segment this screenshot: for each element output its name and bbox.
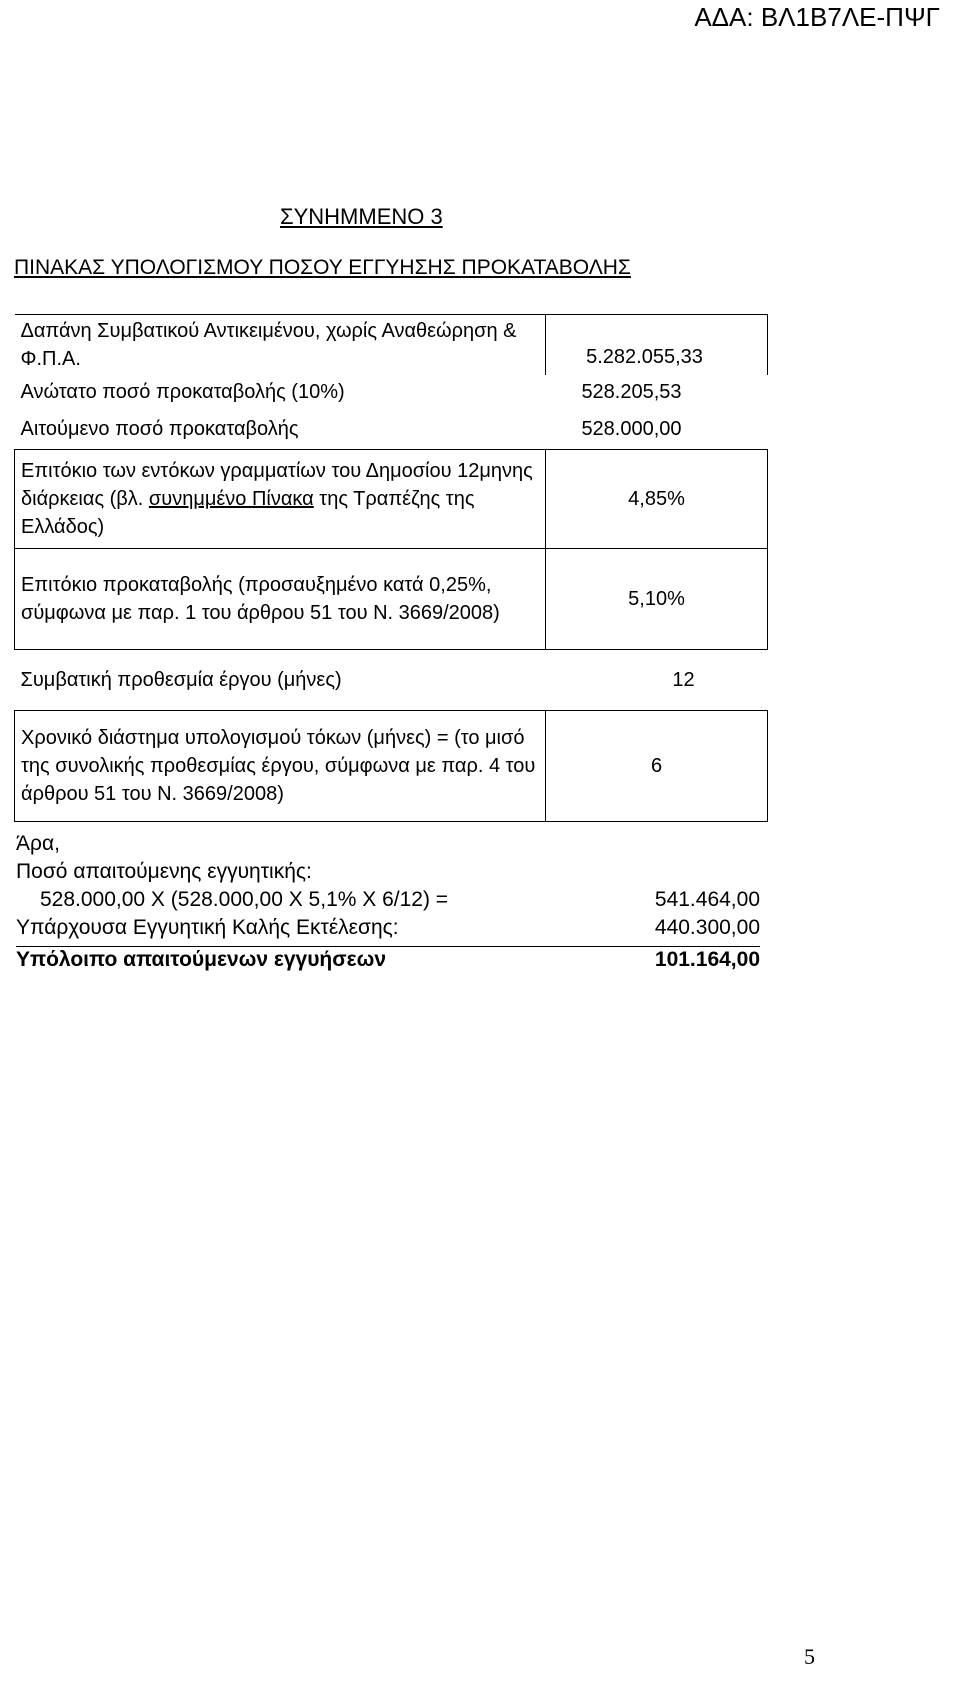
row-value: 5,10% [546, 549, 768, 650]
row-label: Χρονικό διάστημα υπολογισμού τόκων (μήνες) = (το μισό της συνολικής προθεσμίας έργου, σύμφωνα με παρ. 4 του άρθρου 51 του Ν. 3669/2008) [15, 711, 546, 822]
summary-divider [16, 946, 760, 947]
row-value: 528.205,53 [581, 381, 682, 403]
annex-title: ΣΥΝΗΜΜΕΝΟ 3 [280, 204, 443, 229]
row-value: 6 [546, 711, 768, 822]
summary-required-label: Ποσό απαιτούμενης εγγυητικής: [16, 860, 312, 883]
row-label-part: Επιτόκιο των εντόκων γραμματίων του Δημοσίου 12μηνης διάρκειας (βλ. [21, 460, 533, 510]
row-value: 5.282.055,33 [546, 315, 768, 376]
table-row [15, 450, 768, 549]
summary-ara: Άρα, [16, 832, 60, 855]
summary-existing-value: 440.300,00 [654, 916, 760, 939]
row-value: 528.000,00 [581, 418, 682, 440]
calculation-table [14, 314, 768, 822]
row-label: Δαπάνη Συμβατικού Αντικειμένου, χωρίς Αναθεώρηση & Φ.Π.Α. [15, 315, 546, 376]
ada-code: ΑΔΑ: ΒΛ1Β7ΛΕ-ΠΨΓ [694, 2, 940, 32]
row-value: 12 [546, 650, 768, 711]
row-value: 4,85% [546, 450, 768, 549]
row-label-part: της Τραπέζης της Ελλάδος) [21, 488, 475, 538]
summary-formula-value: 541.464,00 [654, 888, 760, 911]
table-row [15, 711, 768, 822]
row-label: Επιτόκιο προκαταβολής (προσαυξημένο κατά 0,25%, σύμφωνα με παρ. 1 του άρθρου 51 του Ν. 3669/2008) [15, 549, 546, 650]
table-row [15, 409, 768, 450]
row-label: Συμβατική προθεσμία έργου (μήνες) [15, 650, 546, 711]
table-row [15, 375, 768, 409]
attached-table-link[interactable]: συνημμένο Πίνακα [148, 488, 314, 510]
table-row [15, 315, 768, 376]
summary-formula: 528.000,00 Χ (528.000,00 Χ 5,1% Χ 6/12) = [40, 888, 449, 911]
table-row [15, 549, 768, 650]
summary-existing-label: Υπάρχουσα Εγγυητική Καλής Εκτέλεσης: [16, 916, 399, 939]
summary-remaining-value: 101.164,00 [654, 948, 760, 971]
table-title: ΠΙΝΑΚΑΣ ΥΠΟΛΟΓΙΣΜΟΥ ΠΟΣΟΥ ΕΓΓΥΗΣΗΣ ΠΡΟΚΑΤΑΒΟΛΗΣ [14, 256, 631, 279]
table-row [15, 650, 768, 711]
page-number: 5 [804, 1644, 815, 1669]
row-label: Αιτούμενο ποσό προκαταβολής [20, 418, 299, 440]
row-label: Ανώτατο ποσό προκαταβολής (10%) [20, 381, 345, 403]
row-label [15, 450, 546, 549]
summary-remaining-label: Υπόλοιπο απαιτούμενων εγγυήσεων [16, 948, 387, 971]
